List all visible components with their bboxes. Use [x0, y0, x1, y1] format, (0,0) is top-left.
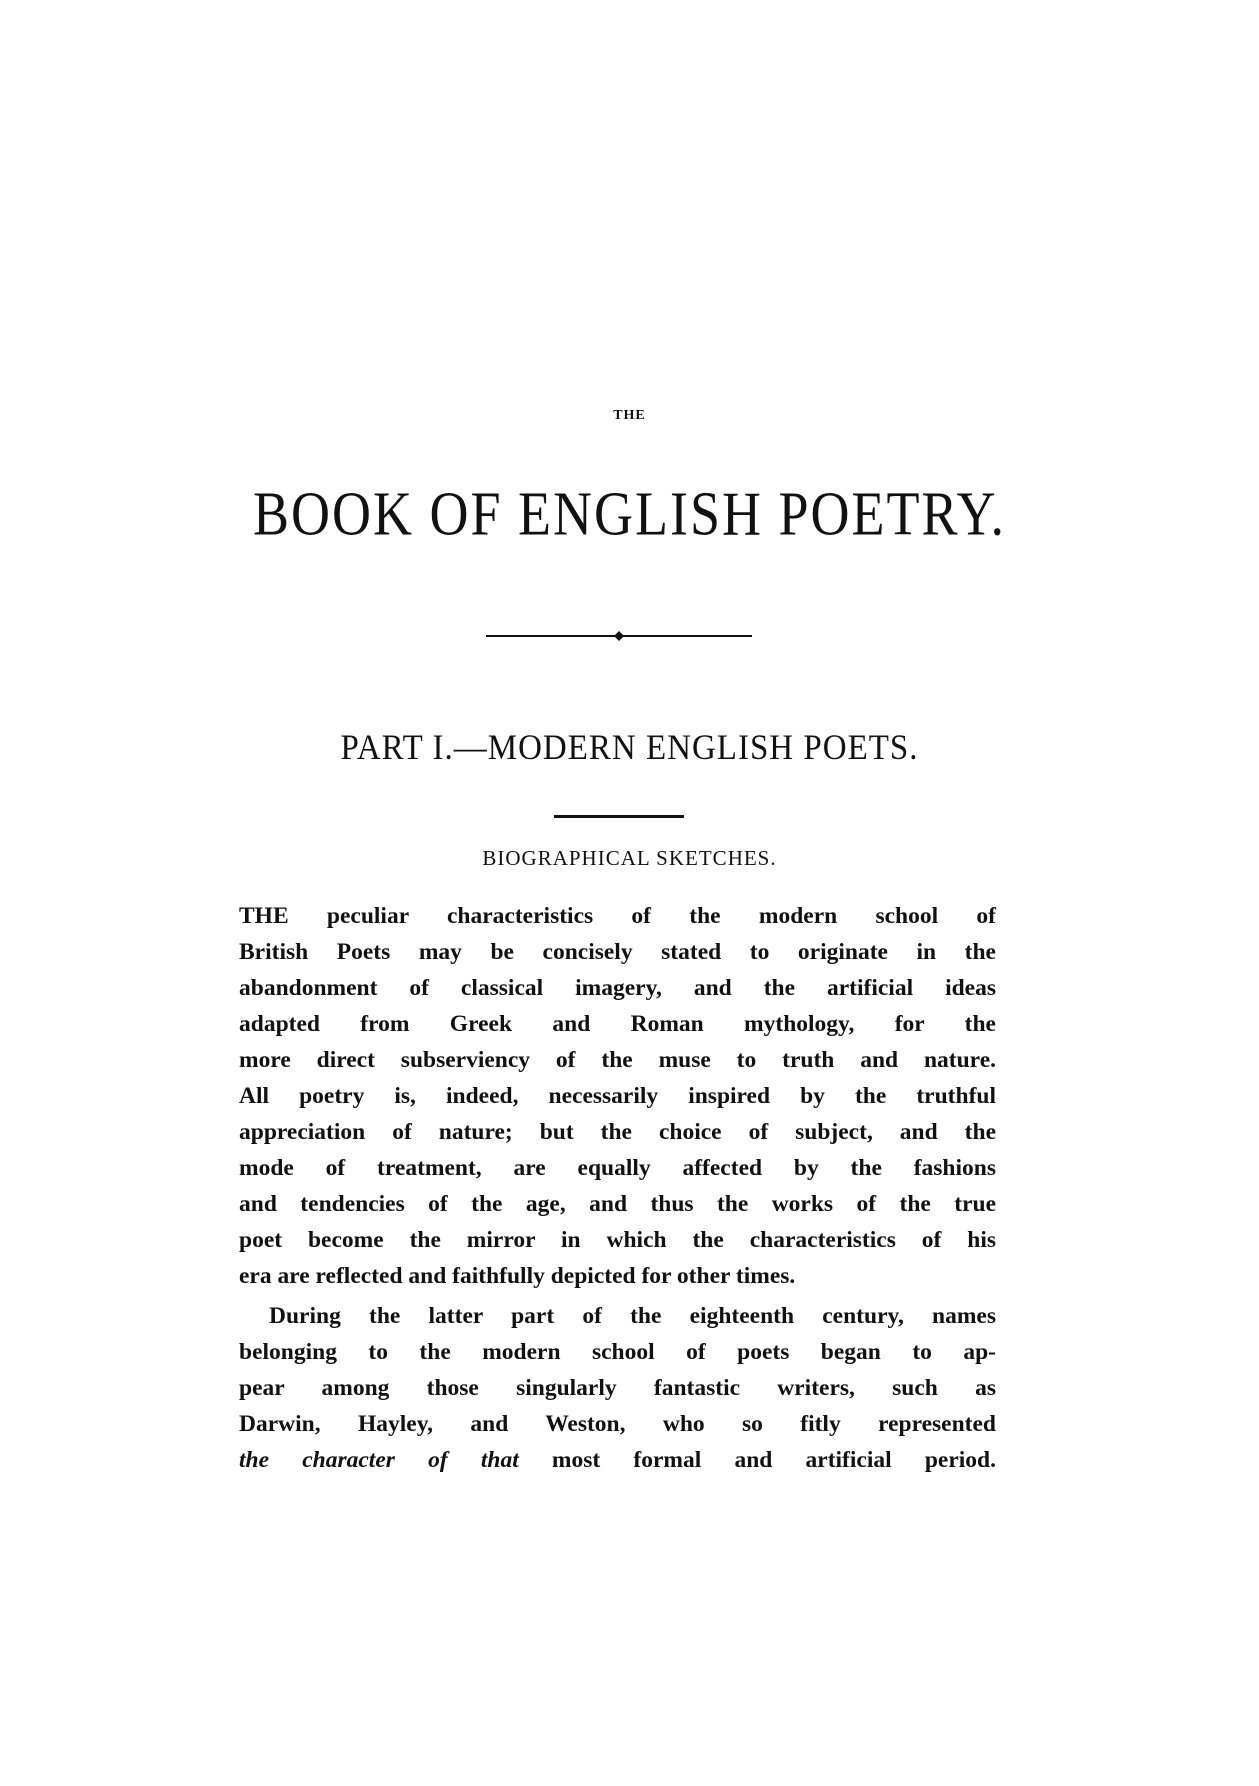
part-heading: PART I.—MODERN ENGLISH POETS. [340, 728, 919, 768]
paragraph-line: British Poets may be concisely stated to originate in the [239, 939, 996, 965]
ornamental-rule [486, 630, 752, 642]
paragraph-line [239, 1442, 996, 1478]
italic-phrase: the character of that [239, 1447, 519, 1473]
paragraph-line: poet become the mirror in which the characteristics of his [239, 1227, 996, 1253]
paragraph-line: era are reflected and faithfully depicted for other times. [239, 1263, 796, 1289]
section-rule [554, 815, 684, 818]
paragraph-line: appreciation of nature; but the choice of subject, and the [239, 1119, 996, 1145]
book-title: BOOK OF ENGLISH POETRY. [252, 479, 1007, 549]
paragraph-line: pear among those singularly fantastic writers, such as [239, 1375, 996, 1401]
paragraph-line: Darwin, Hayley, and Weston, who so fitly represented [239, 1411, 996, 1437]
paragraph-line: abandonment of classical imagery, and the artificial ideas [239, 975, 996, 1001]
paragraph-line: THE peculiar characteristics of the modern school of [239, 903, 996, 929]
paragraph-line: mode of treatment, are equally affected by the fashions [239, 1155, 996, 1181]
paragraph-line: During the latter part of the eighteenth century, names [269, 1303, 996, 1329]
paragraph-line: adapted from Greek and Roman mythology, for the [239, 1011, 996, 1037]
paragraph-line: All poetry is, indeed, necessarily inspired by the truthful [239, 1083, 996, 1109]
paragraph-line: more direct subserviency of the muse to truth and nature. [239, 1047, 996, 1073]
section-heading: BIOGRAPHICAL SKETCHES. [482, 846, 777, 870]
title-article: THE [613, 408, 646, 423]
paragraph-line: and tendencies of the age, and thus the works of the true [239, 1191, 996, 1217]
paragraph-line: belonging to the modern school of poets began to ap- [239, 1339, 996, 1365]
line-remainder: most formal and artificial period. [551, 1447, 996, 1473]
